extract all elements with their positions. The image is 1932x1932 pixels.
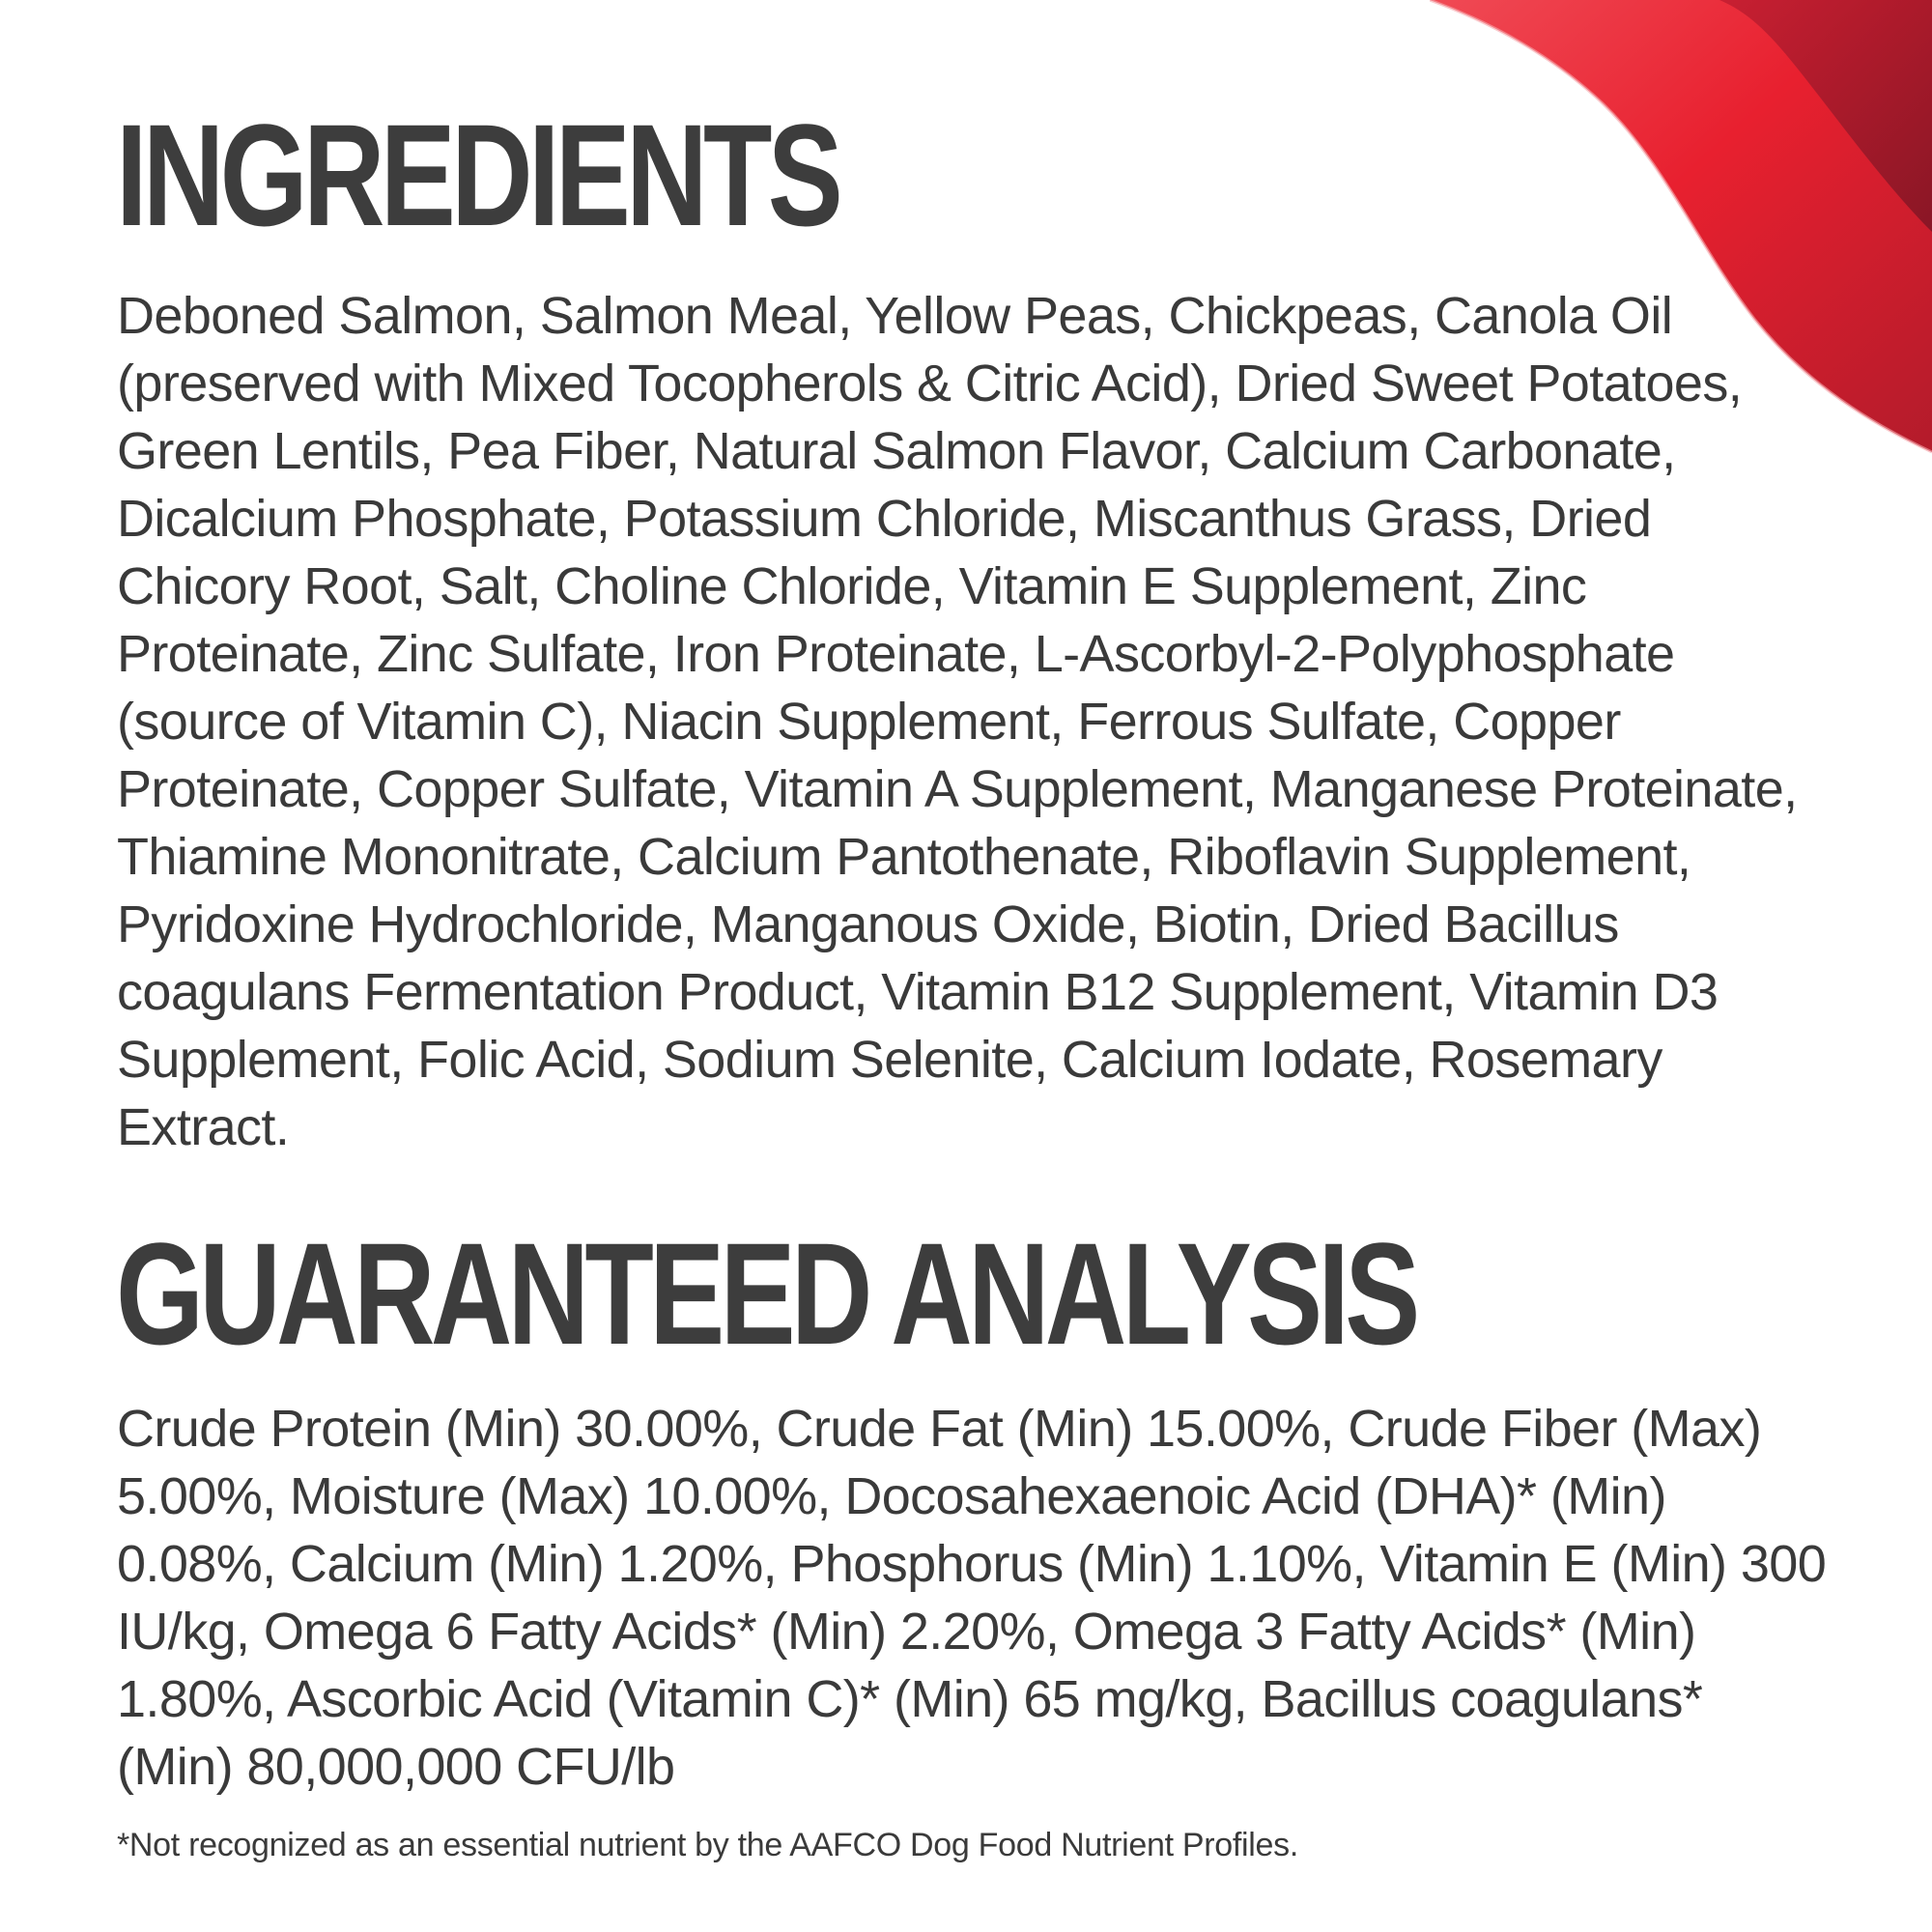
guaranteed-analysis-text: Crude Protein (Min) 30.00%, Crude Fat (Min) 15.00%, Crude Fiber (Max) 5.00%, Moisture (Max) 10.00%, Docosahexaenoic Acid (DHA)* (Min) 0.08%, Calcium (Min) 1.20%, Phosphorus (Min) 1.10%, Vitamin E (Min) 300 IU/kg, Omega 6 Fatty Acids* (Min) 2.20%, Omega 3 Fatty Acids* (Min) 1.80%, Ascorbic Acid (Vitamin C)* (Min) 65 mg/kg, Bacillus coagulans* (Min) 80,000,000 CFU/lb [117, 1400, 1827, 1796]
aafco-footnote: *Not recognized as an essential nutrient by the AAFCO Dog Food Nutrient Profiles. [117, 1827, 1299, 1863]
guaranteed-analysis-heading: GUARANTEED ANALYSIS [116, 1212, 1416, 1375]
ingredients-heading: INGREDIENTS [116, 94, 839, 256]
ingredients-list: Deboned Salmon, Salmon Meal, Yellow Peas, Chickpeas, Canola Oil (preserved with Mixed Tocopherols & Citric Acid), Dried Sweet Potatoes, Green Lentils, Pea Fiber, Natural Salmon Flavor, Calcium Carbonate, Dicalcium Phosphate, Potassium Chloride, Miscanthus Grass, Dried Chicory Root, Salt, Choline Chloride, Vitamin E Supplement, Zinc Proteinate, Zinc Sulfate, Iron Proteinate, L-Ascorbyl-2-Polyphosphate (source of Vitamin C), Niacin Supplement, Ferrous Sulfate, Copper Proteinate, Copper Sulfate, Vitamin A Supplement, Manganese Proteinate, Thiamine Mononitrate, Calcium Pantothenate, Riboflavin Supplement, Pyridoxine Hydrochloride, Manganous Oxide, Biotin, Dried Bacillus coagulans Fermentation Product, Vitamin B12 Supplement, Vitamin D3 Supplement, Folic Acid, Sodium Selenite, Calcium Iodate, Rosemary Extract. [117, 287, 1798, 1156]
